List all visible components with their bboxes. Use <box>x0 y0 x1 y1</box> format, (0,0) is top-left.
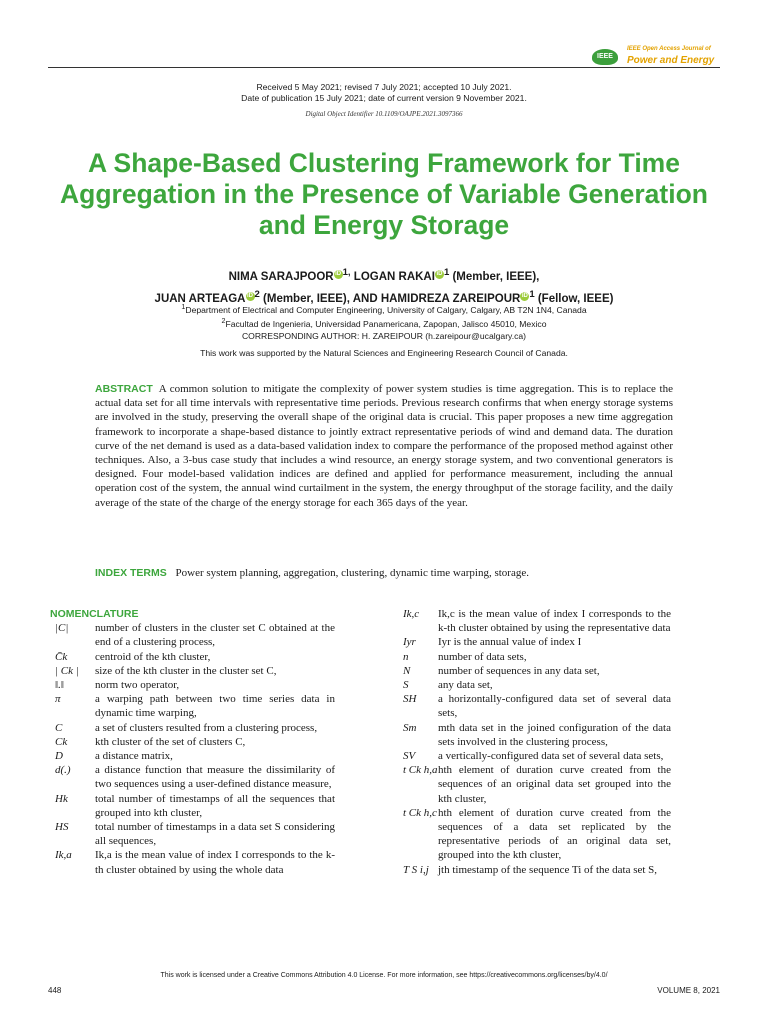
nomenclature-entry <box>403 635 671 649</box>
nomenclature-definition: norm two operator, <box>95 679 180 692</box>
nomenclature-symbol: C̄k <box>55 650 68 663</box>
nomenclature-symbol: Iyr <box>403 636 416 649</box>
orcid-icon[interactable]: iD <box>521 292 528 299</box>
nomenclature-entry <box>50 664 335 678</box>
nomenclature-symbol: T S i,j <box>403 863 429 876</box>
nomenclature-definition: size of the kth cluster in the cluster set C, <box>95 664 277 677</box>
affiliations: $^1$Department of Electrical and Computer Engineering, University of Calgary, Calgary, AB T2N 1N4, Canada $^2$Facultad de Ingenieria, Universidad Panamericana, Zapopan, Jalisco 45010, Mexico CORRESPONDING AUTHOR: H. ZAREIPOUR (h.zareipour@ucalgary.ca) <box>60 302 708 343</box>
index-terms-label: INDEX TERMS <box>95 567 167 579</box>
nomenclature-entry <box>50 621 335 649</box>
nomenclature-symbol: S <box>403 679 409 692</box>
page-number: 448 <box>48 986 62 995</box>
abstract-label: ABSTRACT <box>95 383 153 395</box>
nomenclature-definition: hth element of duration curve created from the sequences of a data set replicated by the representative periods of an original data set, grouped into the kth cluster, <box>438 806 671 862</box>
orcid-icon[interactable]: iD <box>436 271 443 277</box>
nomenclature-symbol: Hk <box>55 792 68 805</box>
nomenclature-entry <box>403 763 671 806</box>
nomenclature-symbol: π <box>55 693 61 706</box>
nomenclature-entry <box>403 863 671 877</box>
nomenclature-definition: a vertically-configured data set of several data sets, <box>438 750 664 763</box>
nomenclature-definition: Ik,c is the mean value of index I corresponds to the k-th cluster obtained by using the representative data <box>438 608 671 635</box>
nomenclature-definition: total number of timestamps of all the sequences that grouped into kth cluster, <box>95 792 335 819</box>
nomenclature-definition: jth timestamp of the sequence Ti of the data set S, <box>438 863 658 876</box>
nomenclature-right <box>403 607 671 877</box>
nomenclature-definition: kth cluster of the set of clusters C, <box>95 735 246 748</box>
journal-name: Power and Energy <box>627 55 715 66</box>
volume: VOLUME 8, 2021 <box>657 986 720 995</box>
author-list: NIMA SARAJPOOR iD $^{1,}$ LOGAN RAKAI iD $^1$ (Member, IEEE), JUAN ARTEAGA iD $^2$ (Member, IEEE), AND HAMIDREZA ZAREIPOUR iD $^1$ (Fellow, IEEE) <box>154 267 614 305</box>
nomenclature-entry <box>50 678 335 692</box>
nomenclature-heading: NOMENCLATURE <box>50 608 139 620</box>
nomenclature-symbol: n <box>403 650 409 663</box>
nomenclature-symbol: Ck <box>55 735 68 748</box>
nomenclature-entry <box>403 678 671 692</box>
received-dates: Received 5 May 2021; revised 7 July 2021; accepted 10 July 2021. Date of publication 15 July 2021; date of current version 9 November 2021. <box>241 82 527 103</box>
nomenclature-definition: a distance matrix, <box>95 750 173 763</box>
orcid-icon[interactable]: iD <box>335 271 342 277</box>
nomenclature-definition: Iyr is the annual value of index I <box>438 636 582 649</box>
nomenclature-entry <box>50 650 335 664</box>
nomenclature-symbol: t Ck h,c <box>403 806 437 819</box>
orcid-icon[interactable]: iD <box>247 292 253 299</box>
nomenclature-definition: Ik,a is the mean value of index I corresponds to the k-th cluster obtained by using the whole data <box>95 849 335 876</box>
nomenclature-entry <box>403 749 671 763</box>
nomenclature-entry <box>50 763 335 791</box>
nomenclature-entry <box>403 692 671 720</box>
journal-line-1: IEEE Open Access Journal of <box>627 46 711 52</box>
journal-branding <box>592 46 722 68</box>
nomenclature-entry <box>403 607 671 635</box>
nomenclature-entry <box>403 806 671 863</box>
nomenclature-symbol: | Ck | <box>55 664 79 677</box>
nomenclature-definition: number of clusters in the cluster set C obtained at the end of a clustering process, <box>95 622 335 649</box>
nomenclature-entry <box>50 848 335 876</box>
nomenclature-symbol: D <box>55 750 63 763</box>
nomenclature-entry <box>50 792 335 820</box>
abstract: ABSTRACT A common solution to mitigate the complexity of power system studies is time aggregation. This is to replace the actual data set for all time intervals with representative time periods. Previous research confirms that when energy storage systems are involved in the study, preserving the overall shape of the original data is crucial. This paper proposes a new time aggregation framework to incorporate a shape-based distance to jointly extract representative periods of wind and demand data. The duration curve of the net demand is used as a data-based validation index to compare the performance of the proposed method against other techniques. Also, a 3-bus case study that includes a wind resource, an energy storage system, and two conventional generators is designed. Four model-based validation indices are defined and applied for performance measurement, including the annual operation cost of the system, the annual wind curtailment in the system, the energy throughput of the storage facility, and the daily average of the state of the charge of the energy storage for each 365 days of the year. <box>95 383 673 509</box>
index-terms: INDEX TERMS Power system planning, aggregation, clustering, dynamic time warping, storage. <box>95 567 529 579</box>
nomenclature-symbol: C <box>55 721 63 734</box>
nomenclature-symbol: Ik,c <box>403 608 420 620</box>
nomenclature-symbol: t Ck h,a <box>403 764 438 777</box>
nomenclature-definition: number of sequences in any data set, <box>438 664 600 677</box>
nomenclature-entry <box>50 749 335 763</box>
nomenclature-entry <box>50 692 335 720</box>
nomenclature-symbol: N <box>403 664 411 677</box>
paper-title: A Shape-Based Clustering Framework for Time Aggregation in the Presence of Variable Generation and Energy Storage <box>60 148 708 240</box>
nomenclature-definition: a horizontally-configured data set of several data sets, <box>438 693 671 720</box>
corresponding-author: CORRESPONDING AUTHOR: H. ZAREIPOUR (h.zareipour@ucalgary.ca) <box>241 330 527 341</box>
nomenclature-symbol: SH <box>403 693 417 706</box>
nomenclature-entry <box>50 721 335 735</box>
nomenclature-symbol: ‖.‖ <box>55 679 64 692</box>
nomenclature-symbol: Ik,a <box>55 849 72 862</box>
nomenclature-definition: centroid of the kth cluster, <box>95 650 211 663</box>
funding-note: This work was supported by the Natural Sciences and Engineering Research Council of Canada. <box>200 348 568 358</box>
nomenclature-entry <box>403 664 671 678</box>
nomenclature-definition: any data set, <box>438 679 493 692</box>
nomenclature-definition: hth element of duration curve created from the sequences of an original data set grouped into the kth cluster, <box>438 764 671 805</box>
nomenclature-entry <box>50 820 335 848</box>
nomenclature-symbol: HS <box>55 821 69 834</box>
nomenclature-definition: number of data sets, <box>438 650 527 663</box>
nomenclature-definition: a warping path between two time series data in dynamic time warping, <box>95 693 335 720</box>
nomenclature-left <box>50 607 335 877</box>
nomenclature-entry <box>403 721 671 749</box>
nomenclature-definition: mth data set in the joined configuration of the data sets involved in the clustering process, <box>438 721 671 748</box>
header-rule <box>48 67 720 68</box>
nomenclature-symbol: SV <box>403 750 416 763</box>
nomenclature-definition: total number of timestamps in a data set S considering all sequences, <box>95 821 335 848</box>
nomenclature-definition: a distance function that measure the dissimilarity of two sequences using a user-defined distance measure, <box>95 764 335 791</box>
nomenclature-symbol: |C| <box>55 622 69 635</box>
nomenclature-entry <box>403 650 671 664</box>
doi[interactable]: Digital Object Identifier 10.1109/OAJPE.2021.3097366 <box>305 110 463 118</box>
nomenclature-symbol: Sm <box>403 721 417 734</box>
nomenclature-symbol: d(.) <box>55 764 71 777</box>
ieee-pes-logo: IEEE <box>592 49 618 65</box>
license-note: This work is licensed under a Creative Commons Attribution 4.0 License. For more information, see https://creativecommons.org/licenses/by/4.0/ <box>160 972 608 979</box>
nomenclature-entry <box>50 735 335 749</box>
nomenclature-definition: a set of clusters resulted from a clustering process, <box>95 721 318 734</box>
